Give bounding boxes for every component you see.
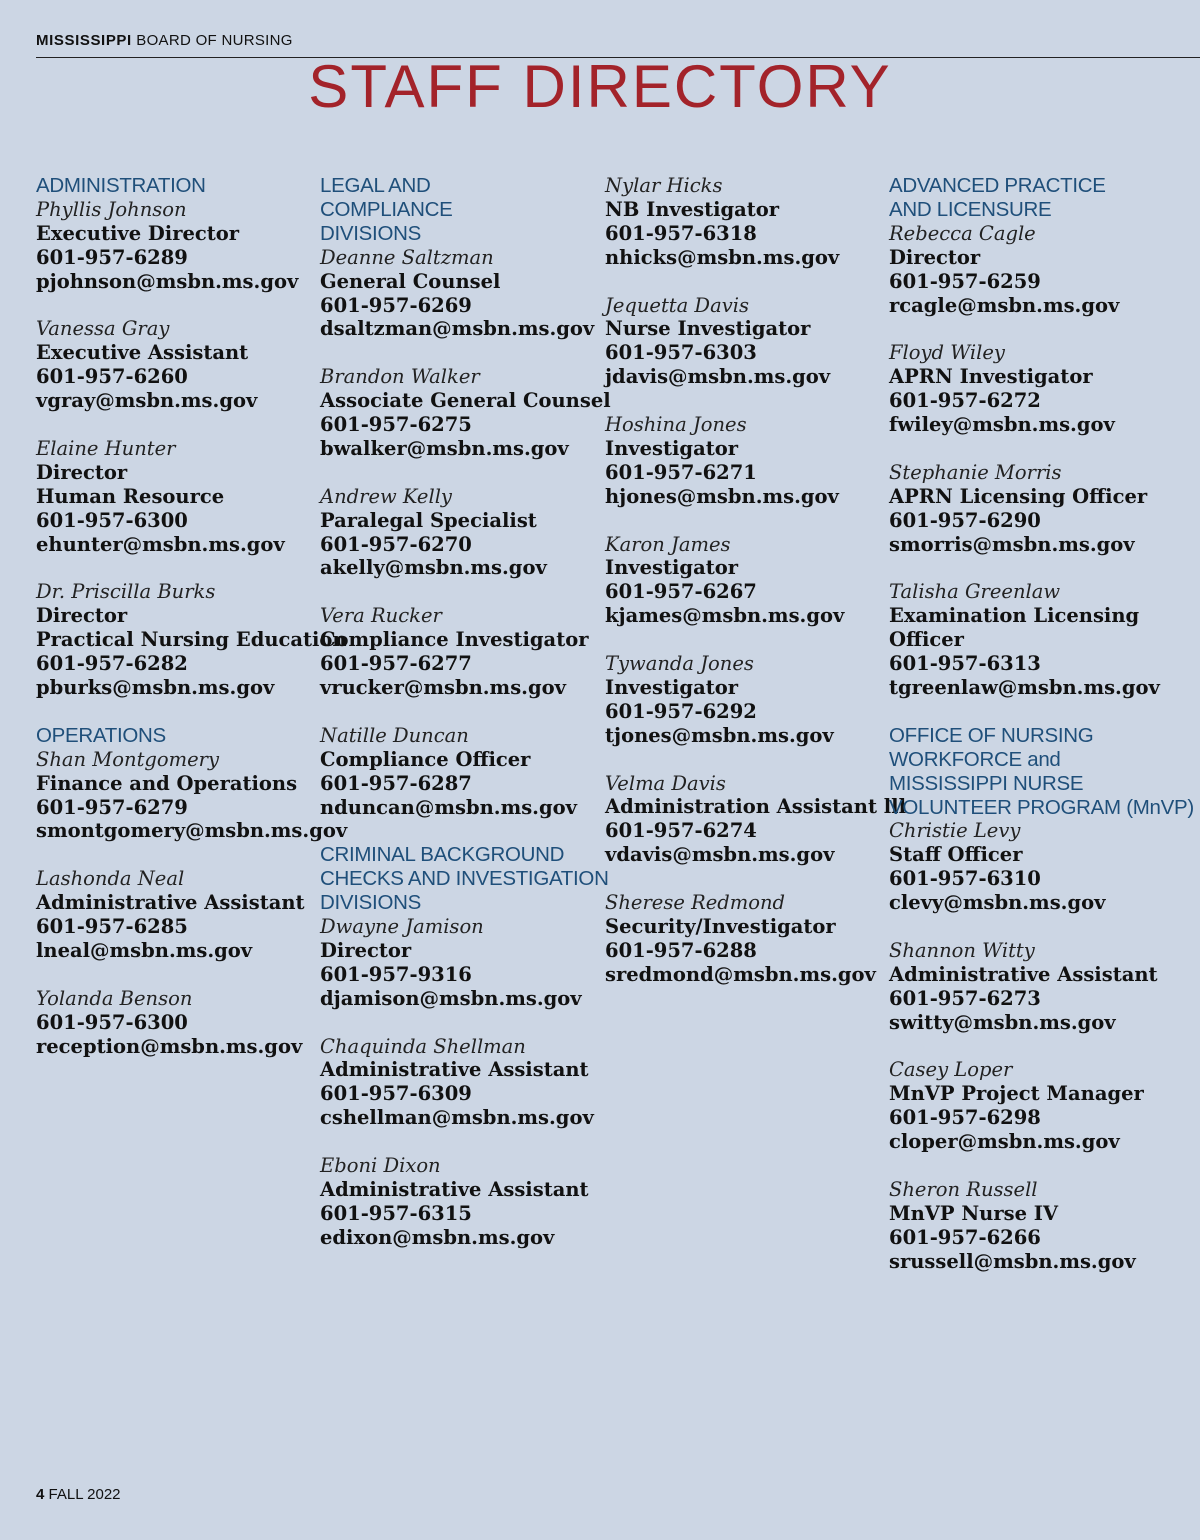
- staff-name: Stephanie Morris: [889, 460, 1062, 484]
- staff-title: Director: [36, 460, 128, 484]
- brand-name: MISSISSIPPI: [36, 32, 132, 49]
- staff-email[interactable]: nduncan@msbn.ms.gov: [320, 795, 577, 819]
- staff-entry: [320, 246, 595, 342]
- staff-entry: [36, 747, 348, 844]
- staff-title: Administration Assistant lll: [605, 795, 906, 819]
- staff-email[interactable]: srussell@msbn.ms.gov: [889, 1249, 1136, 1273]
- staff-title: Staff Officer: [889, 843, 1023, 867]
- section-heading: OFFICE OF NURSING: [889, 723, 1094, 747]
- publication-header: [36, 32, 293, 49]
- staff-phone: 601-957-6313: [889, 652, 1041, 676]
- staff-name: Rebecca Cagle: [889, 221, 1036, 245]
- staff-phone: 601-957-6303: [605, 341, 757, 365]
- staff-phone: 601-957-6271: [605, 460, 757, 484]
- staff-email[interactable]: bwalker@msbn.ms.gov: [320, 436, 569, 460]
- staff-title: Investigator: [605, 675, 738, 699]
- staff-title: Human Resource: [36, 484, 225, 508]
- staff-name: Dr. Priscilla Burks: [36, 580, 216, 604]
- staff-entry: [36, 198, 311, 294]
- staff-phone: 601-957-6267: [605, 580, 757, 604]
- staff-entry: [889, 819, 1189, 915]
- staff-email[interactable]: reception@msbn.ms.gov: [36, 1034, 303, 1058]
- section-heading: WORKFORCE and: [889, 747, 1061, 771]
- staff-title: Examination Licensing: [889, 604, 1140, 628]
- staff-phone: 601-957-6290: [889, 508, 1041, 532]
- staff-title: Director: [320, 938, 412, 962]
- staff-phone: 601-957-6289: [36, 245, 188, 269]
- staff-title: MnVP Nurse IV: [889, 1201, 1059, 1225]
- staff-title: General Counsel: [320, 269, 501, 293]
- staff-entry: [36, 867, 311, 963]
- staff-entry: [889, 1178, 1189, 1274]
- staff-email[interactable]: cloper@msbn.ms.gov: [889, 1130, 1120, 1154]
- brand-subtitle: BOARD OF NURSING: [136, 32, 293, 49]
- staff-entry: [605, 294, 880, 390]
- staff-phone: 601-957-6270: [320, 532, 472, 556]
- staff-name: Floyd Wiley: [889, 341, 1005, 365]
- staff-phone: 601-957-6275: [320, 413, 472, 437]
- staff-entry: [889, 1058, 1189, 1154]
- staff-phone: 601-957-6285: [36, 915, 188, 939]
- staff-entry: [605, 771, 906, 868]
- staff-phone: 601-957-6288: [605, 938, 757, 962]
- staff-name: Tywanda Jones: [605, 652, 754, 676]
- staff-entry: [320, 724, 595, 820]
- staff-entry: [889, 222, 1189, 318]
- staff-title: Investigator: [605, 556, 738, 580]
- directory-section: [889, 723, 1194, 1274]
- staff-phone: 601-957-6272: [889, 389, 1041, 413]
- staff-phone: 601-957-6300: [36, 1010, 188, 1034]
- page-title: STAFF DIRECTORY: [308, 53, 892, 120]
- staff-title: MnVP Project Manager: [889, 1082, 1144, 1106]
- staff-title: Administrative Assistant: [36, 891, 305, 915]
- staff-email[interactable]: fwiley@msbn.ms.gov: [889, 413, 1115, 437]
- staff-entry: [605, 891, 880, 987]
- section-heading: AND LICENSURE: [889, 197, 1052, 221]
- staff-title: Nurse Investigator: [605, 317, 811, 341]
- staff-entry: [889, 461, 1189, 557]
- directory-column-4: [889, 174, 1194, 1297]
- staff-email[interactable]: akelly@msbn.ms.gov: [320, 556, 547, 580]
- section-heading: VOLUNTEER PROGRAM (MnVP): [889, 795, 1194, 819]
- staff-entry: [605, 533, 880, 629]
- section-heading: ADMINISTRATION: [36, 174, 206, 197]
- staff-email[interactable]: clevy@msbn.ms.gov: [889, 891, 1106, 915]
- staff-email[interactable]: vdavis@msbn.ms.gov: [605, 843, 835, 867]
- staff-title: Officer: [889, 628, 964, 652]
- staff-email[interactable]: dsaltzman@msbn.ms.gov: [320, 317, 595, 341]
- staff-name: Deanne Saltzman: [320, 245, 494, 269]
- staff-phone: 601-957-6269: [320, 293, 472, 317]
- staff-phone: 601-957-9316: [320, 962, 472, 986]
- staff-email[interactable]: tjones@msbn.ms.gov: [605, 723, 834, 747]
- staff-name: Phyllis Johnson: [36, 197, 187, 221]
- staff-name: Natille Duncan: [320, 723, 469, 747]
- staff-name: Casey Loper: [889, 1058, 1013, 1082]
- staff-phone: 601-957-6279: [36, 795, 188, 819]
- staff-title: Administrative Assistant: [320, 1058, 589, 1082]
- staff-name: Sheron Russell: [889, 1177, 1038, 1201]
- staff-email[interactable]: switty@msbn.ms.gov: [889, 1010, 1116, 1034]
- staff-phone: 601-957-6273: [889, 986, 1041, 1010]
- staff-title: Investigator: [605, 436, 738, 460]
- staff-title: Compliance Investigator: [320, 628, 589, 652]
- section-heading: CHECKS AND INVESTIGATION: [320, 867, 609, 891]
- section-heading: DIVISIONS: [320, 891, 421, 915]
- staff-entry: [320, 604, 595, 700]
- staff-email[interactable]: tgreenlaw@msbn.ms.gov: [889, 675, 1160, 699]
- section-heading: DIVISIONS: [320, 221, 421, 245]
- staff-name: Velma Davis: [605, 771, 726, 795]
- staff-entry: [605, 652, 880, 748]
- staff-title: Security/Investigator: [605, 915, 836, 938]
- staff-name: Talisha Greenlaw: [889, 580, 1061, 604]
- staff-name: Chaquinda Shellman: [320, 1034, 526, 1058]
- staff-name: Lashonda Neal: [36, 867, 185, 891]
- staff-email[interactable]: vrucker@msbn.ms.gov: [320, 675, 566, 699]
- staff-title: Paralegal Specialist: [320, 508, 537, 532]
- staff-name: Shan Montgomery: [36, 747, 219, 771]
- staff-phone: 601-957-6300: [36, 508, 188, 532]
- staff-entry: [36, 317, 311, 413]
- directory-section: [605, 174, 906, 987]
- staff-phone: 601-957-6266: [889, 1225, 1041, 1249]
- staff-phone: 601-957-6277: [320, 652, 472, 676]
- staff-title: APRN Investigator: [889, 365, 1093, 389]
- staff-name: Shannon Witty: [889, 938, 1035, 962]
- staff-title: Practical Nursing Education: [36, 628, 347, 652]
- staff-entry: [320, 1154, 595, 1250]
- staff-title: Administrative Assistant: [889, 962, 1158, 986]
- staff-entry: [605, 413, 880, 509]
- staff-name: Andrew Kelly: [320, 484, 452, 508]
- staff-email[interactable]: rcagle@msbn.ms.gov: [889, 293, 1120, 317]
- staff-phone: 601-957-6298: [889, 1106, 1041, 1130]
- staff-phone: 601-957-6318: [605, 221, 757, 245]
- staff-phone: 601-957-6259: [889, 269, 1041, 293]
- directory-section: [889, 174, 1189, 700]
- staff-email[interactable]: djamison@msbn.ms.gov: [320, 986, 582, 1010]
- staff-title: Executive Director: [36, 221, 240, 245]
- staff-title: APRN Licensing Officer: [889, 484, 1148, 508]
- directory-section: [320, 174, 611, 819]
- staff-phone: 601-957-6260: [36, 365, 188, 389]
- issue-label: FALL 2022: [48, 1486, 121, 1503]
- staff-entry: [889, 341, 1189, 437]
- staff-email[interactable]: sredmond@msbn.ms.gov: [605, 962, 876, 986]
- staff-email[interactable]: kjames@msbn.ms.gov: [605, 604, 845, 628]
- staff-name: Sherese Redmond: [605, 891, 786, 915]
- staff-name: Hoshina Jones: [605, 413, 747, 437]
- staff-name: Dwayne Jamison: [320, 915, 484, 939]
- staff-entry: [36, 437, 311, 557]
- staff-phone: 601-957-6287: [320, 771, 472, 795]
- staff-phone: 601-957-6274: [605, 819, 757, 843]
- directory-column-1: [36, 174, 348, 1082]
- staff-email[interactable]: pburks@msbn.ms.gov: [36, 675, 275, 699]
- staff-email[interactable]: pjohnson@msbn.ms.gov: [36, 269, 299, 293]
- staff-entry: [889, 939, 1189, 1035]
- staff-phone: 601-957-6292: [605, 699, 757, 723]
- staff-name: Jequetta Davis: [605, 293, 749, 317]
- staff-entry: [320, 365, 611, 461]
- section-heading: ADVANCED PRACTICE: [889, 174, 1106, 197]
- staff-title: Executive Assistant: [36, 341, 249, 365]
- staff-email[interactable]: vgray@msbn.ms.gov: [36, 389, 258, 413]
- staff-email[interactable]: edixon@msbn.ms.gov: [320, 1225, 555, 1249]
- staff-phone: 601-957-6310: [889, 867, 1041, 891]
- staff-title: Administrative Assistant: [320, 1177, 589, 1201]
- page-footer: [36, 1486, 121, 1503]
- staff-title: NB Investigator: [605, 197, 780, 221]
- staff-name: Nylar Hicks: [605, 174, 723, 197]
- staff-email[interactable]: nhicks@msbn.ms.gov: [605, 245, 840, 269]
- staff-title: Finance and Operations: [36, 771, 298, 795]
- staff-title: Associate General Counsel: [320, 389, 611, 413]
- staff-entry: [320, 1035, 595, 1131]
- staff-name: Vera Rucker: [320, 604, 442, 628]
- staff-email[interactable]: ehunter@msbn.ms.gov: [36, 532, 285, 556]
- section-heading: COMPLIANCE: [320, 197, 453, 221]
- staff-name: Brandon Walker: [320, 365, 480, 389]
- staff-name: Eboni Dixon: [320, 1154, 441, 1178]
- staff-title: Director: [36, 604, 128, 628]
- staff-phone: 601-957-6309: [320, 1082, 472, 1106]
- section-heading: MISSISSIPPI NURSE: [889, 771, 1084, 795]
- section-heading: LEGAL AND: [320, 174, 431, 197]
- staff-email[interactable]: hjones@msbn.ms.gov: [605, 484, 839, 508]
- page-number: 4: [36, 1486, 45, 1503]
- staff-email[interactable]: lneal@msbn.ms.gov: [36, 938, 253, 962]
- staff-phone: 601-957-6282: [36, 652, 188, 676]
- staff-name: Christie Levy: [889, 819, 1021, 843]
- staff-email[interactable]: cshellman@msbn.ms.gov: [320, 1106, 594, 1130]
- staff-email[interactable]: smorris@msbn.ms.gov: [889, 532, 1135, 556]
- staff-entry: [605, 174, 880, 270]
- directory-section: [320, 843, 609, 1249]
- staff-name: Yolanda Benson: [36, 986, 193, 1010]
- directory-section: [36, 174, 347, 700]
- staff-email[interactable]: smontgomery@msbn.ms.gov: [36, 819, 348, 843]
- staff-title: Compliance Officer: [320, 747, 531, 771]
- staff-name: Elaine Hunter: [36, 436, 176, 460]
- staff-title: Director: [889, 245, 981, 269]
- directory-column-3: [605, 174, 906, 1011]
- section-heading: OPERATIONS: [36, 723, 166, 747]
- staff-name: Karon James: [605, 532, 731, 556]
- staff-entry: [889, 580, 1189, 700]
- directory-section: [36, 723, 348, 1059]
- staff-email[interactable]: jdavis@msbn.ms.gov: [605, 365, 831, 389]
- directory-column-2: [320, 174, 611, 1274]
- section-heading: CRIMINAL BACKGROUND: [320, 843, 565, 867]
- staff-phone: 601-957-6315: [320, 1201, 472, 1225]
- staff-entry: [36, 987, 311, 1059]
- staff-entry: [36, 580, 347, 700]
- staff-entry: [320, 485, 595, 581]
- staff-entry: [320, 915, 595, 1011]
- staff-name: Vanessa Gray: [36, 317, 170, 341]
